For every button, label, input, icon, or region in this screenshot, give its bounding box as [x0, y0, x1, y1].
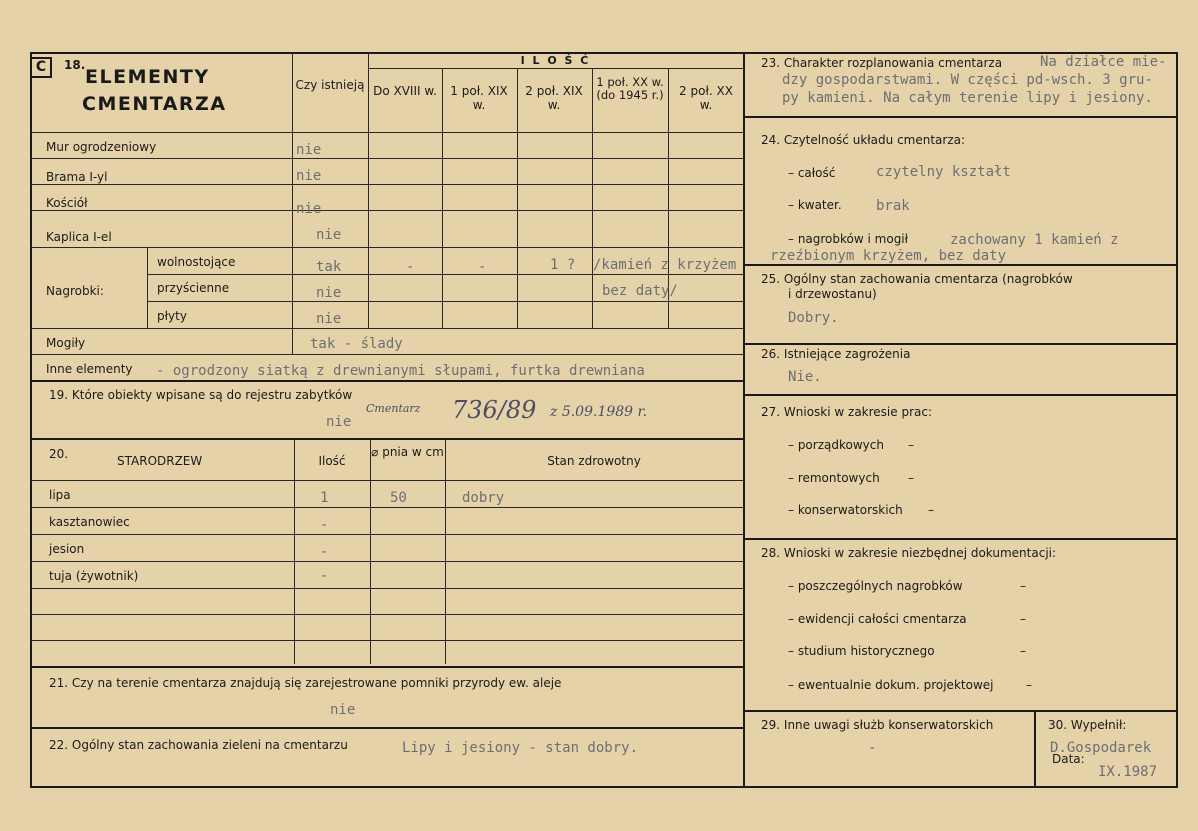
inne-label: Inne elementy	[46, 362, 133, 376]
s23-label: 23. Charakter rozplanowania cmentarza	[761, 56, 1003, 70]
s30-label: 30. Wypełnił:	[1048, 718, 1127, 732]
s20-col-line	[294, 440, 295, 664]
row-line	[30, 328, 743, 329]
s24-nagr-value2: rzeźbionym krzyżem, bez daty	[770, 248, 1007, 264]
section-18-title-line1: ELEMENTY	[85, 66, 210, 88]
s20-row-line	[30, 588, 743, 589]
s28-label: 28. Wnioski w zakresie niezbędnej dokumentacji:	[761, 546, 1057, 560]
nagrobki-p2: -	[478, 259, 487, 275]
row-label-kaplica: Kaplica I-el	[46, 230, 112, 244]
mogily-value: tak - ślady	[310, 336, 403, 352]
s28-top-line	[745, 538, 1176, 540]
tree-state-1: dobry	[462, 490, 505, 506]
s24-nagr-value1: zachowany 1 kamień z	[950, 232, 1119, 248]
s22-top-line	[30, 727, 743, 729]
s20-row-line	[30, 640, 743, 641]
s23-line2: dzy gospodarstwami. W części pd-wsch. 3 gru-	[782, 72, 1153, 88]
nagrobki-row-value-1: tak	[316, 259, 342, 275]
nagrobki-row-label-1: wolnostojące	[157, 255, 236, 269]
s28-item-1: – poszczególnych nagrobków	[788, 579, 963, 593]
s28-dash-1: –	[1020, 579, 1026, 593]
s28-item-3: – studium historycznego	[788, 644, 935, 658]
tree-qty-2: -	[320, 517, 329, 533]
frame-bottom	[30, 786, 1178, 788]
row-line	[30, 158, 743, 159]
row-value-kaplica: nie	[316, 227, 342, 243]
s24-kwater-label: – kwater.	[788, 198, 842, 212]
s19-hand-date: z 5.09.1989 r.	[550, 404, 648, 420]
s25-label1: 25. Ogólny stan zachowania cmentarza (nagrobków	[761, 272, 1073, 286]
s26-value: Nie.	[788, 369, 822, 385]
s20-row-line	[30, 534, 743, 535]
nagrobki-p4: /kamień z krzyżem	[593, 257, 737, 273]
s19-top-line	[30, 380, 743, 382]
tree-diam-1: 50	[390, 490, 407, 506]
s20-col-qty: Ilość	[318, 454, 346, 468]
s19-hand-number: 736/89	[452, 396, 537, 424]
period-header-4: 1 poł. XX w. (do 1945 r.)	[596, 75, 664, 102]
row-line	[147, 301, 743, 302]
col-line-p2	[442, 68, 443, 328]
ilosc-underline	[368, 68, 743, 69]
row-line	[30, 354, 743, 355]
s24-label: 24. Czytelność układu cmentarza:	[761, 133, 966, 147]
s30-date: IX.1987	[1098, 764, 1158, 780]
s20-row-line	[30, 507, 743, 508]
s22-value: Lipy i jesiony - stan dobry.	[402, 740, 639, 756]
row-line	[30, 210, 743, 211]
tree-qty-4: -	[320, 568, 329, 584]
s24-nagr-label: – nagrobków i mogił	[788, 232, 909, 246]
nagrobki-row-label-3: płyty	[157, 309, 187, 323]
s20-row-line	[30, 480, 743, 481]
panel-divider	[743, 52, 745, 788]
s25-top-line	[745, 264, 1176, 266]
row-value-kosciol: nie	[296, 201, 322, 217]
s23-line1: Na działce mie-	[1040, 54, 1167, 70]
row-label-brama: Brama I-yl	[46, 170, 108, 184]
row-value-mur: nie	[296, 142, 322, 158]
s25-value: Dobry.	[788, 310, 839, 326]
s25-label2: i drzewostanu)	[788, 287, 877, 301]
s20-row-line	[30, 561, 743, 562]
inne-value: - ogrodzony siatką z drewnianymi słupami, furtka drewniana	[156, 363, 645, 379]
s19-hand-small: Cmentarz	[366, 402, 421, 415]
s28-dash-4: –	[1026, 678, 1032, 692]
col-line-p3	[517, 68, 518, 328]
s27-label: 27. Wnioski w zakresie prac:	[761, 405, 933, 419]
s27-item-1: – porządkowych	[788, 438, 884, 452]
nagrobki-row-value-3: nie	[316, 311, 342, 327]
s20-top-line	[30, 438, 743, 440]
s24-top-line	[745, 116, 1176, 118]
col-line-p4	[592, 68, 593, 328]
period-header-3: 2 poł. XIX w.	[525, 84, 583, 112]
nagrobki-p4-row2: bez daty/	[602, 283, 678, 299]
tree-name-2: kasztanowiec	[49, 515, 130, 529]
frame-left	[30, 52, 32, 788]
s21-label: 21. Czy na terenie cmentarza znajdują się zarejestrowane pomniki przyrody ew. aleje	[49, 676, 562, 690]
s27-dash-3: –	[928, 503, 934, 517]
col-exists-header: Czy istnieją	[295, 78, 365, 92]
section-18-title-line2: CMENTARZA	[82, 93, 227, 115]
nagrobki-row-label-2: przyścienne	[157, 281, 230, 295]
tree-name-3: jesion	[49, 542, 85, 556]
s28-dash-2: –	[1020, 612, 1026, 626]
row-line	[30, 184, 743, 185]
s28-item-4: – ewentualnie dokum. projektowej	[788, 678, 994, 692]
row-value-brama: nie	[296, 168, 322, 184]
nagrobki-label: Nagrobki:	[46, 284, 104, 298]
s19-value: nie	[326, 414, 352, 430]
section-18-number: 18.	[64, 58, 86, 72]
s29-label: 29. Inne uwagi służb konserwatorskich	[761, 718, 994, 732]
row-line	[147, 274, 743, 275]
s27-item-2: – remontowych	[788, 471, 880, 485]
s21-value: nie	[330, 702, 356, 718]
nagrobki-p1: -	[406, 259, 415, 275]
row-label-kosciol: Kościół	[46, 196, 88, 210]
section-badge: C	[30, 57, 52, 78]
frame-right	[1176, 52, 1178, 788]
tree-name-4: tuja (żywotnik)	[49, 569, 139, 583]
s20-col-line	[370, 440, 371, 664]
s21-top-line	[30, 666, 743, 668]
s27-item-3: – konserwatorskich	[788, 503, 903, 517]
s24-calosc-value: czytelny kształt	[876, 164, 1011, 180]
s24-calosc-label: – całość	[788, 166, 836, 180]
s27-dash-1: –	[908, 438, 914, 452]
s27-dash-2: –	[908, 471, 914, 485]
s28-item-2: – ewidencji całości cmentarza	[788, 612, 967, 626]
s22-label: 22. Ogólny stan zachowania zieleni na cmentarzu	[49, 738, 348, 752]
period-header-2: 1 poł. XIX w.	[450, 84, 508, 112]
s30-date-label: Data:	[1052, 752, 1085, 766]
s29-top-line	[745, 710, 1176, 712]
s26-label: 26. Istniejące zagrożenia	[761, 347, 911, 361]
s26-top-line	[745, 343, 1176, 345]
s30-name: D.Gospodarek	[1050, 740, 1152, 756]
col-line-exists	[292, 52, 293, 354]
tree-name-1: lipa	[49, 488, 71, 502]
s20-col-line	[445, 440, 446, 664]
s29-value: -	[868, 740, 877, 756]
nagrobki-p3: 1 ?	[550, 257, 576, 273]
period-header-5: 2 poł. XX w.	[679, 84, 733, 112]
row-line	[30, 247, 743, 248]
s20-number: 20.	[49, 447, 69, 461]
tree-qty-1: 1	[320, 490, 329, 506]
s23-line3: py kamieni. Na całym terenie lipy i jesiony.	[782, 90, 1153, 106]
s24-kwater-value: brak	[876, 198, 910, 214]
s30-divider	[1034, 710, 1036, 788]
nagrobki-row-value-2: nie	[316, 285, 342, 301]
s28-dash-3: –	[1020, 644, 1026, 658]
period-header-1: Do XVIII w.	[373, 84, 437, 98]
s20-row-line	[30, 614, 743, 615]
row-line	[30, 132, 743, 133]
inventory-card	[30, 52, 1178, 790]
s27-top-line	[745, 394, 1176, 396]
s19-label: 19. Które obiekty wpisane są do rejestru zabytków	[49, 388, 353, 402]
s20-title: STARODRZEW	[117, 454, 203, 468]
nagrobki-divider	[147, 247, 148, 328]
mogily-label: Mogiły	[46, 336, 86, 350]
ilosc-header: I L O Ś Ć	[520, 54, 591, 67]
tree-qty-3: -	[320, 544, 329, 560]
s20-col-diam: ⌀ pnia w cm	[371, 445, 444, 459]
row-label-mur: Mur ogrodzeniowy	[46, 140, 157, 154]
s20-col-state: Stan zdrowotny	[547, 454, 641, 468]
